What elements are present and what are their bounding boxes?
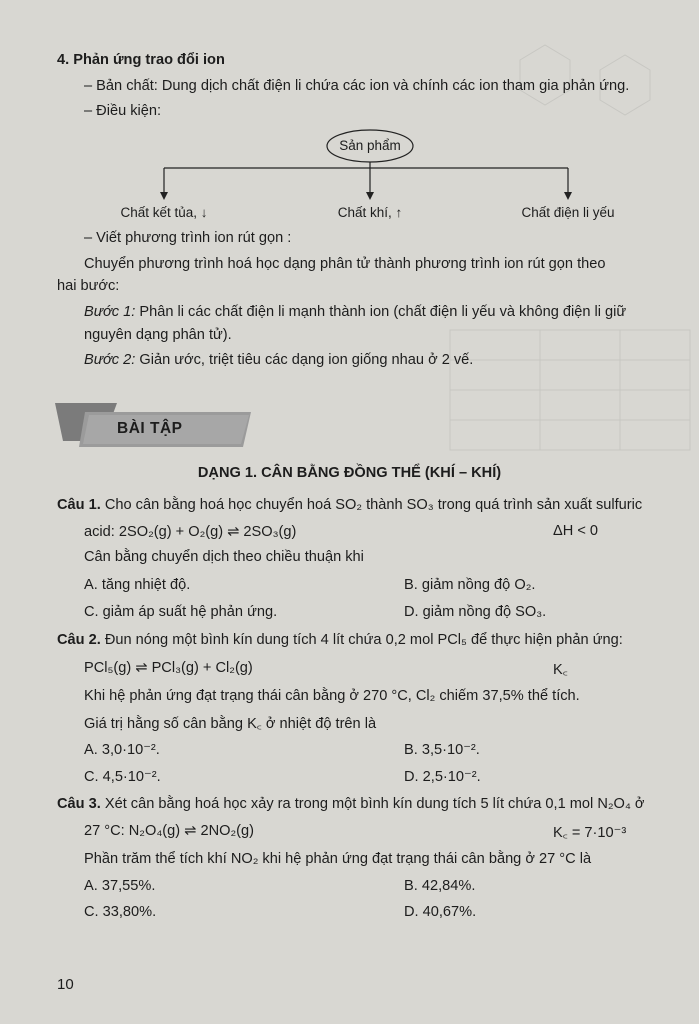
q2-stem <box>57 632 623 648</box>
q1-option-a: A. tăng nhiệt độ. <box>84 577 191 593</box>
q2-kc: K꜀ <box>553 662 568 678</box>
products-diagram <box>0 0 699 240</box>
q3-kc: K꜀ = 7·10⁻³ <box>553 825 627 841</box>
q1-enthalpy: ΔH < 0 <box>553 523 599 539</box>
page-number: 10 <box>57 976 74 993</box>
q2-equation: PCl₅(g) ⇌ PCl₃(g) + Cl₂(g) <box>84 660 253 676</box>
q1-stem <box>57 497 642 513</box>
q1-label: Câu 1. <box>57 497 101 513</box>
q2-option-a: A. 3,0·10⁻². <box>84 742 160 758</box>
step-1-text-2: nguyên dạng phân tử). <box>84 327 232 343</box>
q1-option-c: C. giảm áp suất hệ phản ứng. <box>84 604 278 620</box>
q3-prompt: Phần trăm thể tích khí NO₂ khi hệ phản ứng đạt trạng thái cân bằng ở 27 °C là <box>84 851 592 867</box>
condition-text: – Điều kiện: <box>84 103 162 119</box>
q3-option-a: A. 37,55%. <box>84 878 156 894</box>
q2-option-d: D. 2,5·10⁻². <box>404 769 481 785</box>
step-2-label: Bước 2: <box>84 352 136 368</box>
essence-text: – Bản chất: Dung dịch chất điện li chứa các ion và chính các ion tham gia phản ứng. <box>84 78 630 94</box>
q3-equation: 27 °C: N₂O₄(g) ⇌ 2NO₂(g) <box>84 823 254 839</box>
diagram-root-label: Sản phẩm <box>339 138 401 153</box>
diagram-right-label: Chất điện li yếu <box>521 205 615 220</box>
q2-line-1: Khi hệ phản ứng đạt trạng thái cân bằng ở 270 °C, Cl₂ chiếm 37,5% thể tích. <box>84 688 580 704</box>
q3-option-c: C. 33,80%. <box>84 904 157 920</box>
q1-prompt: Cân bằng chuyển dịch theo chiều thuận khi <box>84 549 364 565</box>
q3-option-d: D. 40,67%. <box>404 904 477 920</box>
step-2 <box>84 352 473 368</box>
ionic-text: – Viết phương trình ion rút gọn : <box>84 230 292 246</box>
arrow-right-icon <box>564 192 572 200</box>
diagram-middle-label: Chất khí, ↑ <box>337 205 403 220</box>
q2-text: Đun nóng một bình kín dung tích 4 lít chứa 0,2 mol PCl₅ để thực hiện phản ứng: <box>100 632 623 648</box>
q3-text: Xét cân bằng hoá học xảy ra trong một bình kín dung tích 5 lít chứa 0,1 mol N₂O₄ ở <box>100 796 645 812</box>
q3-option-b: B. 42,84%. <box>404 878 476 894</box>
q1-text: Cho cân bằng hoá học chuyển hoá SO₂ thành SO₃ trong quá trình sản xuất sulfuric <box>100 497 643 513</box>
convert-line-2: hai bước: <box>57 278 120 294</box>
diagram-left-label: Chất kết tủa, ↓ <box>120 205 208 220</box>
step-2-text: Giản ước, triệt tiêu các dạng ion giống nhau ở 2 vế. <box>135 352 474 368</box>
q2-line-2: Giá trị hằng số cân bằng K꜀ ở nhiệt độ trên là <box>84 716 377 732</box>
convert-line-1: Chuyển phương trình hoá học dạng phân tử thành phương trình ion rút gọn theo <box>84 256 606 272</box>
q2-label: Câu 2. <box>57 632 101 648</box>
step-1-label: Bước 1: <box>84 304 136 320</box>
step-1 <box>84 304 626 320</box>
banner-label: BÀI TẬP <box>117 420 183 437</box>
q2-option-c: C. 4,5·10⁻². <box>84 769 161 785</box>
arrow-left-icon <box>160 192 168 200</box>
q1-option-b: B. giảm nồng độ O₂. <box>404 577 536 593</box>
q1-equation: acid: 2SO₂(g) + O₂(g) ⇌ 2SO₃(g) <box>84 524 297 540</box>
section-heading: 4. Phản ứng trao đổi ion <box>57 52 225 68</box>
dang-1-title: DẠNG 1. CÂN BẰNG ĐỒNG THỂ (KHÍ – KHÍ) <box>197 465 502 481</box>
step-1-text: Phân li các chất điện li mạnh thành ion (chất điện li yếu và không điện li giữ <box>135 304 627 320</box>
q3-stem <box>57 796 644 812</box>
q3-label: Câu 3. <box>57 796 101 812</box>
arrow-middle-icon <box>366 192 374 200</box>
q2-option-b: B. 3,5·10⁻². <box>404 742 480 758</box>
q1-option-d: D. giảm nồng độ SO₃. <box>404 604 547 620</box>
